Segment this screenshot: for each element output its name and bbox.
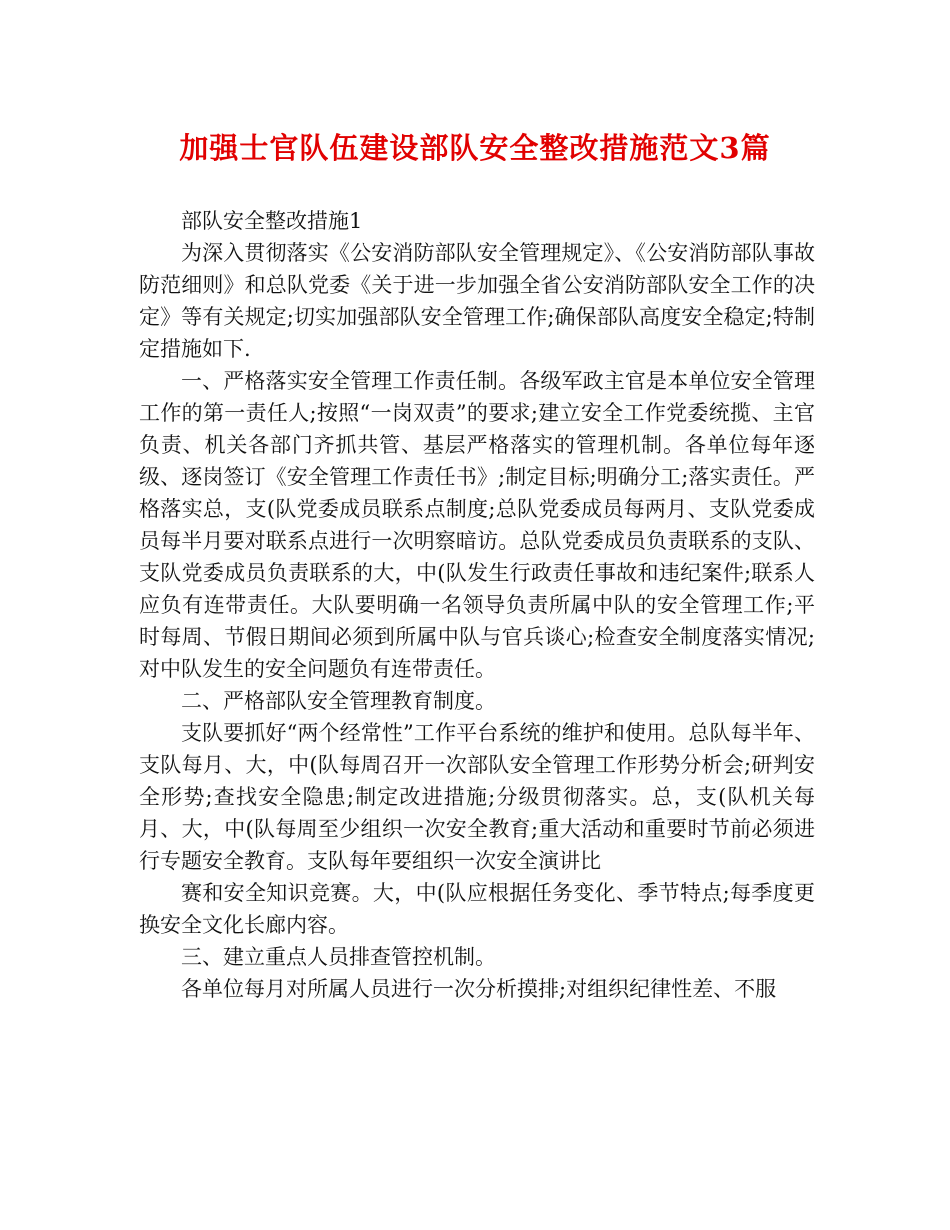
- document-title: 加强士官队伍建设部队安全整改措施范文3篇: [179, 131, 771, 165]
- responsibility-paragraph: 一、严格落实安全管理工作责任制。各级军政主官是本单位安全管理工作的第一责任人;按照“一岗双责”的要求;建立安全工作党委统揽、主官负责、机关各部门齐抓共管、基层严格落实的管理机制。各单位每年逐级、逐岗签订《安全管理工作责任书》;制定目标;明确分工;落实责任。严格落实总，支(队党委成员联系点制度;总队党委成员每两月、支队党委成员每半月要对联系点进行一次明察暗访。总队党委成员负责联系的支队、支队党委成员负责联系的大，中(队发生行政责任事故和违纪案件;联系人应负有连带责任。大队要明确一名领导负责所属中队的安全管理工作;平时每周、节假日期间必须到所属中队与官兵谈心;检查安全制度落实情况;对中队发生的安全问题负有连带责任。: [139, 369, 815, 681]
- education-paragraph: 支队要抓好“两个经常性”工作平台系统的维护和使用。总队每半年、支队每月、大，中(队每周召开一次部队安全管理工作形势分析会;研判安全形势;查找安全隐患;制定改进措施;分级贯彻落实。总，支(队机关每月、大，中(队每周至少组织一次安全教育;重大活动和重要时节前必须进行专题安全教育。支队每年要组织一次安全演讲比: [139, 721, 815, 873]
- personnel-heading: 三、建立重点人员排查管控机制。: [181, 945, 496, 969]
- education-paragraph-continued: 赛和安全知识竞赛。大，中(队应根据任务变化、季节特点;每季度更换安全文化长廊内容。: [139, 881, 815, 937]
- intro-paragraph: 为深入贯彻落实《公安消防部队安全管理规定》、《公安消防部队事故防范细则》和总队党委《关于进一步加强全省公安消防部队安全工作的决定》等有关规定;切实加强部队安全管理工作;确保部队高度安全稳定;特制定措施如下.: [139, 241, 815, 361]
- section-heading-1: 部队安全整改措施1: [181, 209, 363, 233]
- document-body: [139, 205, 815, 1005]
- education-heading: 二、严格部队安全管理教育制度。: [181, 689, 496, 713]
- personnel-paragraph: 各单位每月对所属人员进行一次分析摸排;对组织纪律性差、不服: [181, 977, 777, 1001]
